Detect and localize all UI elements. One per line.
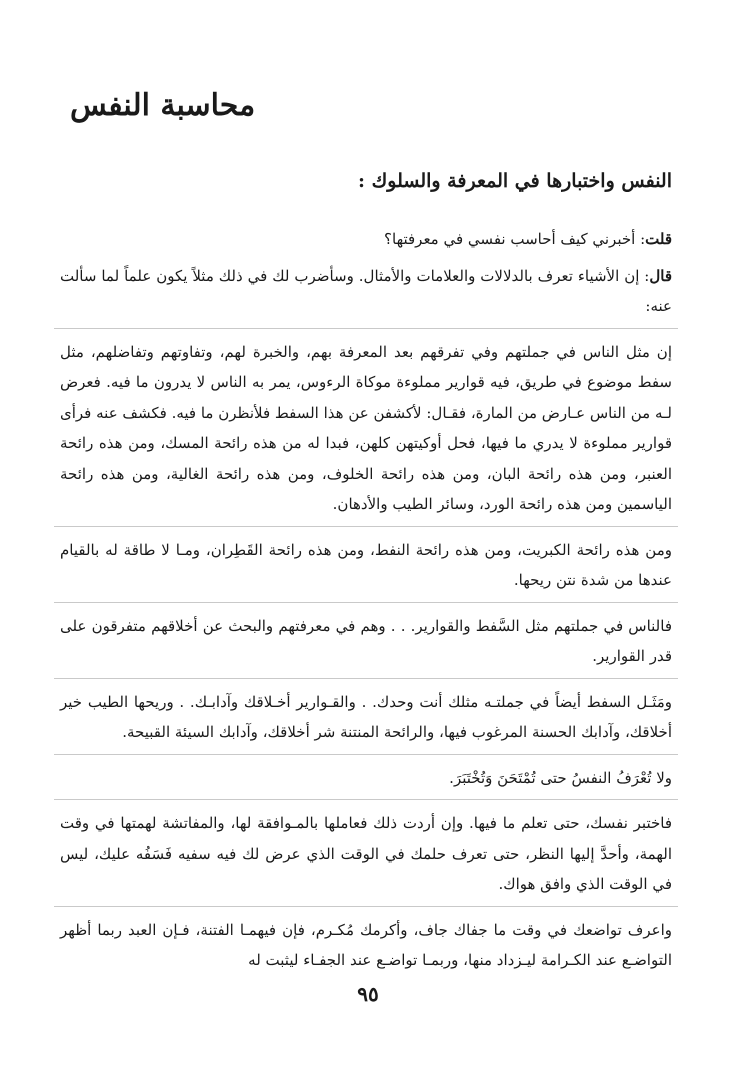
question-label: قلت	[645, 230, 672, 248]
paragraph-divider	[54, 526, 678, 527]
body-text	[60, 224, 672, 982]
answer-label: قال	[649, 266, 672, 285]
paragraph-divider	[54, 678, 678, 679]
answer-line	[60, 261, 672, 322]
paragraph: ومن هذه رائحة الكبريت، ومن هذه رائحة النفط، ومن هذه رائحة القَطِران، ومـا لا طاقة له بالقيام عندها من شدة نتن ريحها.	[60, 540, 672, 589]
paragraph-divider	[54, 754, 678, 755]
question-line	[60, 224, 672, 255]
paragraph: فالناس في جملتهم مثل السَّفط والقوارير. . . وهم في معرفتهم والبحث عن أخلاقهم متفرقون على قدر القوارير.	[60, 616, 672, 665]
question-text: : أخبرني كيف أحاسب نفسي في معرفتها؟	[384, 230, 646, 248]
section-heading: النفس واختبارها في المعرفة والسلوك :	[357, 170, 672, 192]
paragraph: إن مثل الناس في جملتهم وفي تفرقهم بعد المعرفة بهم، والخبرة لهم، وتفاوتهم وتفاضلهم، مثل سفط موضوع في طريق، فيه قوارير مملوءة موكاة الرءوس، يمر به الناس لا يدرون ما فيه. فعرض لـه من الناس عـارض من المارة، فقـال: لأكشفن عن هذا السفط فلأنظرن ما فيه. فكشف عنه فرأى قوارير مملوءة لا يدري ما فيها، فحل أوكيتهن كلهن، فبدا له من هذه رائحة المسك، ومن هذه رائحة العنبر، ومن هذه رائحة البان، ومن هذه رائحة الخلوف، ومن هذه رائحة الغالية، ومن هذه رائحة الياسمين ومن هذه رائحة الورد، وسائر الطيب والأدهان.	[60, 342, 672, 513]
page-number: ٩٥	[357, 982, 379, 1006]
paragraph: واعرف تواضعك في وقت ما جفاك جاف، وأكرمك مُكـرم، فإن فيهمـا الفتنة، فـإن العبد ربما أظهر التواضـع عند الكـرامة ليـزداد منها، وربمـا تواضـع عند الجفـاء ليثبت له	[60, 920, 672, 969]
paragraph-divider	[54, 799, 678, 800]
paragraph-divider	[54, 602, 678, 603]
paragraph: فاختبر نفسك، حتى تعلم ما فيها. وإن أردت ذلك فعاملها بالمـوافقة لها، والمفاتشة لهمتها في وقت الهمة، وأحدَّ إليها النظر، حتى تعرف حلمك في الوقت الذي عرض لك فيه سفيه فَسَفُه عليك، ليس في الوقت الذي وافق هواك.	[60, 814, 672, 893]
answer-text: : إن الأشياء تعرف بالدلالات والعلامات والأمثال. وسأضرب لك في ذلك مثلاً يكون علماً لما سألت عنه:	[60, 266, 672, 315]
chapter-title: محاسبة النفس	[70, 88, 256, 123]
paragraph: ولا تُعْرَفُ النفسُ حتى تُمْتَحَنَ وَتُخْتَبَرَ.	[449, 768, 672, 787]
paragraph-divider	[54, 328, 678, 329]
paragraph: ومَثَـل السفط أيضاً في جملتـه مثلك أنت وحدك. . والقـوارير أخـلاقك وآدابـك. . وريحها الطيب خير أخلاقك، وآدابك الحسنة المرغوب فيها، والرائحة المنتنة شر أخلاقك، وآدابك السيئة القبيحة.	[60, 692, 672, 741]
paragraph-divider	[54, 906, 678, 907]
